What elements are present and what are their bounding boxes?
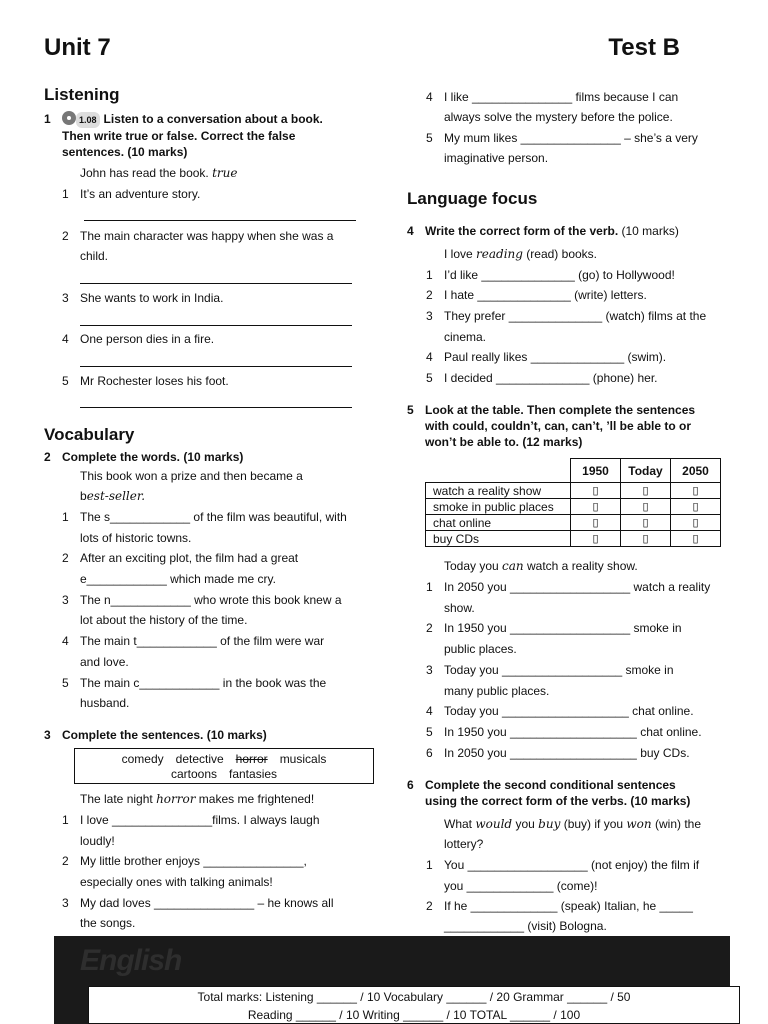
vocabulary-heading: Vocabulary <box>44 425 135 444</box>
word-box <box>74 748 374 784</box>
unit-title: Unit 7 <box>44 34 111 61</box>
total-marks-line2: Reading ______ / 10 Writing ______ / 10 TOTAL ______ / 100 <box>247 1008 581 1022</box>
word-musicals: musicals <box>279 752 327 766</box>
ex4-instructions: 4 Write the correct form of the verb. (10 marks) <box>407 224 679 238</box>
ex1-instr-line2: Then write true or false. Correct the false <box>62 129 296 143</box>
audio-cd-icon[interactable] <box>62 111 76 125</box>
word-cartoons: cartoons <box>170 767 217 781</box>
answer-line[interactable] <box>84 220 356 221</box>
ex1-example-text: John has read the book. <box>80 166 209 180</box>
ex6-instructions: 6 Complete the second conditional sentences using the correct form of the verbs. (10 marks) <box>407 778 691 808</box>
publisher-logo: English <box>80 944 182 977</box>
ex1-instr-line1: Listen to a conversation about a book. <box>103 112 323 126</box>
answer-line[interactable] <box>80 283 352 284</box>
word-horror: horror <box>235 752 268 766</box>
tick-mark: ▯ <box>671 499 721 515</box>
word-fantasies: fantasies <box>229 767 278 781</box>
ex3-instructions: 3 Complete the sentences. (10 marks) <box>44 728 267 742</box>
table-header-today: Today <box>621 459 671 483</box>
word-comedy: comedy <box>121 752 164 766</box>
tick-mark: ▯ <box>571 483 621 499</box>
ex1-number: 1 <box>44 112 51 126</box>
tick-mark: ▯ <box>671 483 721 499</box>
answer-line[interactable] <box>80 325 352 326</box>
ex3-example: The late night horror makes me frightened! <box>80 792 315 806</box>
ex1-instr-line3: sentences. (10 marks) <box>62 145 188 159</box>
table-row: buy CDs ▯ ▯ ▯ <box>426 531 721 547</box>
table-header-2050: 2050 <box>671 459 721 483</box>
table-header-1950: 1950 <box>571 459 621 483</box>
tick-mark: ▯ <box>621 499 671 515</box>
ex6-example: What would you buy (buy) if you won (win) the <box>444 817 701 831</box>
ex4-example: I love reading (read) books. <box>444 247 597 261</box>
ex1-example <box>80 163 238 184</box>
total-marks-box <box>88 986 740 1024</box>
ex2-example-line1: This book won a prize and then became a <box>80 469 303 483</box>
language-focus-heading: Language focus <box>407 189 538 208</box>
total-marks-line1: Total marks: Listening ______ / 10 Vocabulary ______ / 20 Grammar ______ / 50 <box>197 990 631 1004</box>
answer-line[interactable] <box>80 366 352 367</box>
tick-mark: ▯ <box>621 483 671 499</box>
ex1-example-answer: true <box>212 166 238 180</box>
table-row: chat online ▯ ▯ ▯ <box>426 515 721 531</box>
ex6-example-cont: lottery? <box>444 837 484 851</box>
answer-line[interactable] <box>80 407 352 408</box>
word-detective: detective <box>175 752 224 766</box>
listening-heading: Listening <box>44 85 120 104</box>
ex5-instructions: 5 Look at the table. Then complete the sentences with could, couldn’t, can, can’t, ’ll be able to or won’t be able to. (12 marks) <box>407 403 696 449</box>
ex2-instructions: 2 Complete the words. (10 marks) <box>44 450 244 464</box>
ex5-example: Today you can watch a reality show. <box>444 559 638 573</box>
ability-table <box>425 458 721 547</box>
ex1-instructions <box>44 111 364 160</box>
table-row: smoke in public places ▯ ▯ ▯ <box>426 499 721 515</box>
ex2-example-line2: best-seller. <box>80 489 146 503</box>
tick-mark: ▯ <box>571 499 621 515</box>
tick-mark: ▯ <box>621 515 671 531</box>
table-corner <box>426 459 571 483</box>
tick-mark: ▯ <box>621 531 671 547</box>
audio-track-label: 1.08 <box>76 112 100 128</box>
tick-mark: ▯ <box>671 515 721 531</box>
tick-mark: ▯ <box>671 531 721 547</box>
tick-mark: ▯ <box>571 515 621 531</box>
test-title: Test B <box>608 34 680 61</box>
table-row: watch a reality show ▯ ▯ ▯ <box>426 483 721 499</box>
tick-mark: ▯ <box>571 531 621 547</box>
